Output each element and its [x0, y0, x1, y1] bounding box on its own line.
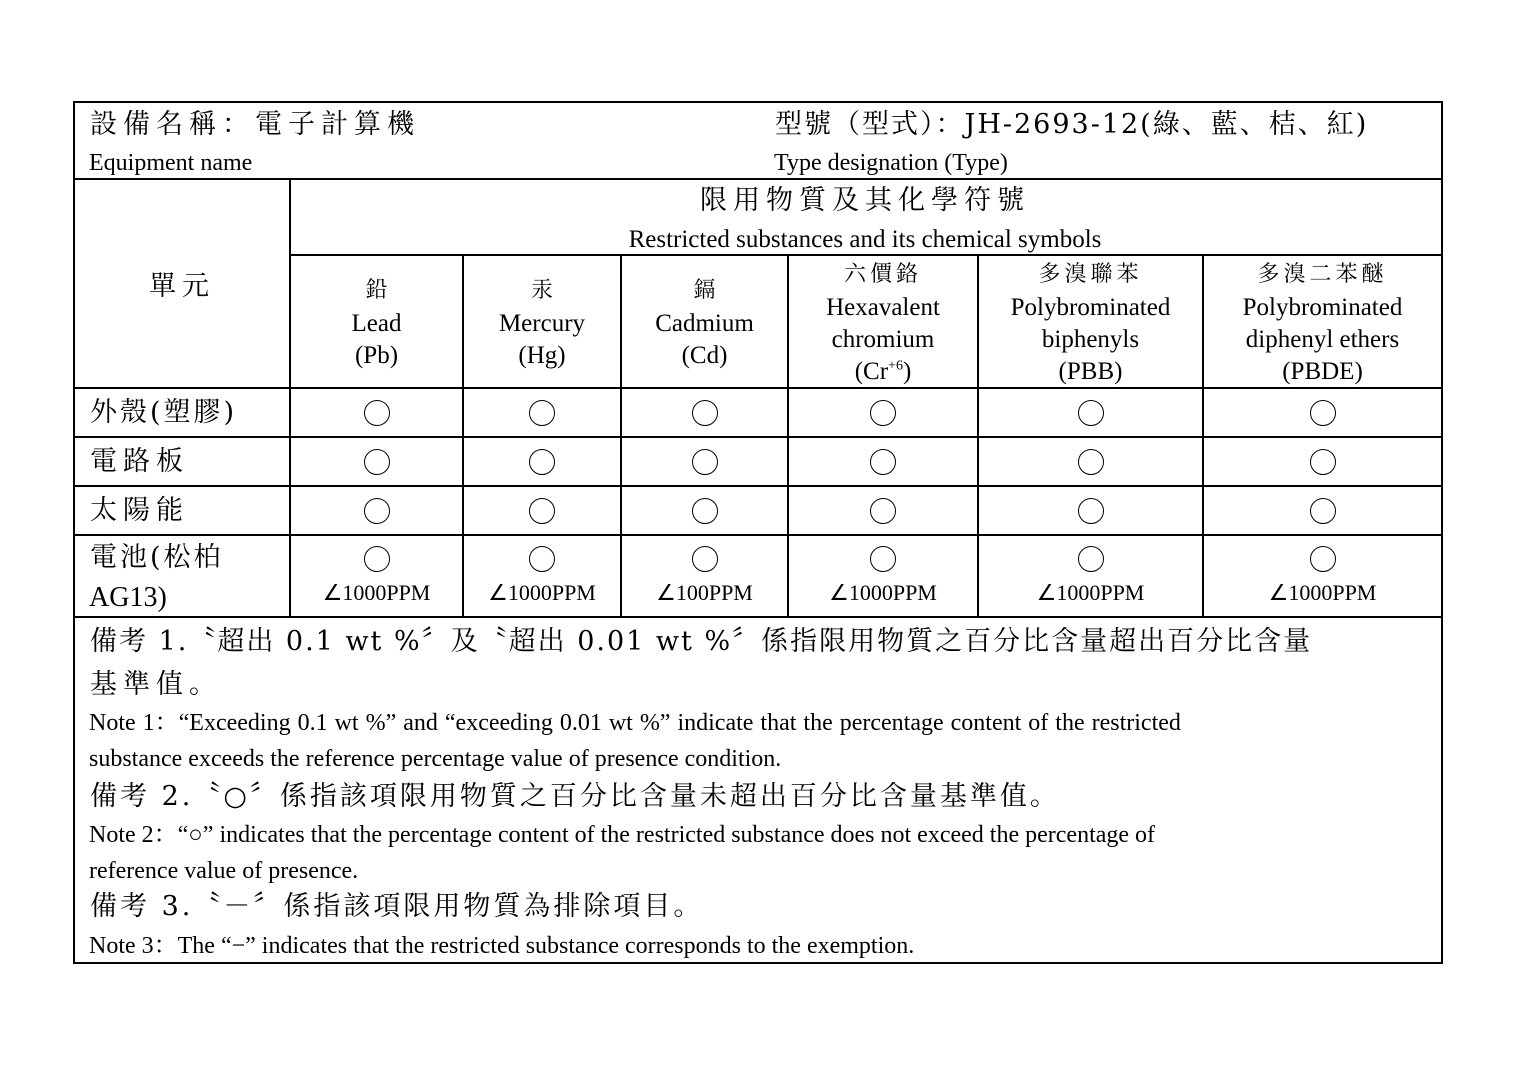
- substance-en: chromium: [831, 326, 935, 353]
- not-exceed-circle-icon: [1310, 449, 1336, 475]
- not-exceed-circle-icon: [870, 449, 896, 475]
- substance-zh: 鎘: [693, 278, 716, 303]
- substance-symbol: (PBDE): [1282, 358, 1363, 385]
- type-designation-en: Type designation (Type): [774, 150, 1008, 176]
- status-cell: [1204, 536, 1441, 616]
- not-exceed-circle-icon: [1310, 400, 1336, 426]
- substance-zh: 鉛: [365, 278, 388, 303]
- limit-value: ∠100PPM: [656, 580, 753, 605]
- status-cell: [291, 487, 462, 534]
- note-3-zh: 備考 3.〝－〞係指該項限用物質為排除項目。: [90, 891, 704, 922]
- substance-en: Mercury: [498, 310, 586, 337]
- not-exceed-circle-icon: [692, 498, 718, 524]
- not-exceed-circle-icon: [364, 546, 390, 572]
- symbol-base: (Cr: [854, 358, 889, 385]
- not-exceed-circle-icon: [870, 400, 896, 426]
- not-exceed-circle-icon: [692, 449, 718, 475]
- not-exceed-circle-icon: [692, 546, 718, 572]
- status-cell: [979, 389, 1202, 436]
- restricted-substances-en: Restricted substances and its chemical symbols: [628, 226, 1102, 253]
- note-1-zh: 備考 1.〝超出 0.1 wt %〞及〝超出 0.01 wt %〞係指限用物質之百分比含量超出百分比含量: [90, 626, 1313, 657]
- substance-header-pbde: [1204, 256, 1441, 387]
- substance-zh: 六價鉻: [843, 262, 922, 287]
- status-cell: [291, 536, 462, 616]
- substance-en: Lead: [351, 310, 402, 337]
- not-exceed-circle-icon: [529, 498, 555, 524]
- equipment-name-en: Equipment name: [89, 150, 253, 176]
- status-cell: [789, 438, 977, 485]
- not-exceed-circle-icon: [1078, 449, 1104, 475]
- limit-value: ∠1000PPM: [322, 580, 431, 605]
- substance-symbol: (Pb): [354, 342, 399, 369]
- note-3-en: Note 3：The “−” indicates that the restricted substance corresponds to the exemption.: [89, 933, 915, 959]
- unit-battery-model: AG13): [89, 582, 167, 613]
- unit-housing: 外殼(塑膠): [90, 397, 238, 428]
- not-exceed-circle-icon: [364, 400, 390, 426]
- divider: [75, 616, 1441, 618]
- equipment-name-zh: 設備名稱：電子計算機: [90, 109, 420, 140]
- substance-header-lead: [291, 256, 462, 387]
- substance-zh: 多溴聯苯: [1038, 262, 1143, 287]
- substance-en: Cadmium: [655, 310, 754, 337]
- status-cell: [464, 536, 620, 616]
- symbol-superscript: +6: [888, 358, 903, 374]
- limit-value: ∠1000PPM: [488, 580, 596, 605]
- status-cell: [622, 536, 787, 616]
- substance-header-mercury: [464, 256, 620, 387]
- unit-header: 單元: [149, 270, 215, 302]
- status-cell: [789, 536, 977, 616]
- substance-header-hexavalent-chromium: [789, 256, 977, 387]
- status-cell: [979, 438, 1202, 485]
- limit-value: ∠1000PPM: [1036, 580, 1145, 605]
- not-exceed-circle-icon: [364, 498, 390, 524]
- not-exceed-circle-icon: [1078, 498, 1104, 524]
- not-exceed-circle-icon: [870, 498, 896, 524]
- unit-battery: 電池(松柏: [90, 542, 224, 573]
- status-cell: [1204, 389, 1441, 436]
- not-exceed-circle-icon: [1078, 400, 1104, 426]
- substance-en: biphenyls: [1041, 326, 1140, 353]
- type-designation-zh: 型號（型式）：JH-2693-12(綠、藍、桔、紅): [775, 109, 1369, 140]
- restricted-substances-zh: 限用物質及其化學符號: [700, 185, 1030, 216]
- note-1-en: Note 1：“Exceeding 0.1 wt %” and “exceeding 0.01 wt %” indicate that the percentage content of the restricted: [89, 710, 1181, 736]
- not-exceed-circle-icon: [1310, 546, 1336, 572]
- status-cell: [979, 487, 1202, 534]
- substance-symbol: [855, 358, 912, 386]
- status-cell: [291, 438, 462, 485]
- substance-symbol: (Cd): [681, 342, 728, 369]
- substance-symbol: (PBB): [1058, 358, 1123, 385]
- status-cell: [464, 438, 620, 485]
- status-cell: [1204, 438, 1441, 485]
- limit-value: ∠1000PPM: [1268, 580, 1377, 605]
- unit-circuit-board: 電路板: [90, 446, 189, 477]
- rohs-declaration-table: [73, 101, 1443, 964]
- not-exceed-circle-icon: [529, 400, 555, 426]
- note-1-en-cont: substance exceeds the reference percentage value of presence condition.: [89, 746, 782, 772]
- substance-zh: 汞: [530, 278, 553, 303]
- note-2-zh: 備考 2.〝○〞係指該項限用物質之百分比含量未超出百分比含量基準值。: [90, 781, 1060, 812]
- substance-en: Polybrominated: [1010, 294, 1171, 321]
- unit-solar-panel: 太陽能: [90, 495, 189, 526]
- substance-zh: 多溴二苯醚: [1257, 262, 1388, 287]
- status-cell: [622, 438, 787, 485]
- not-exceed-circle-icon: [529, 546, 555, 572]
- substance-header-pbb: [979, 256, 1202, 387]
- note-2-en: Note 2：“○” indicates that the percentage content of the restricted substance does not exceed the percentage of: [89, 822, 1156, 848]
- status-cell: [464, 487, 620, 534]
- substance-header-cadmium: [622, 256, 787, 387]
- status-cell: [622, 389, 787, 436]
- limit-value: ∠1000PPM: [829, 580, 937, 605]
- not-exceed-circle-icon: [529, 449, 555, 475]
- not-exceed-circle-icon: [1078, 546, 1104, 572]
- not-exceed-circle-icon: [364, 449, 390, 475]
- status-cell: [464, 389, 620, 436]
- not-exceed-circle-icon: [692, 400, 718, 426]
- status-cell: [979, 536, 1202, 616]
- status-cell: [789, 389, 977, 436]
- not-exceed-circle-icon: [1310, 498, 1336, 524]
- substance-symbol: (Hg): [518, 342, 566, 369]
- status-cell: [291, 389, 462, 436]
- note-2-en-cont: reference value of presence.: [89, 858, 359, 884]
- note-1-zh-cont: 基準值。: [90, 669, 222, 700]
- symbol-end: ): [902, 358, 912, 385]
- status-cell: [622, 487, 787, 534]
- substance-en: diphenyl ethers: [1245, 326, 1400, 353]
- status-cell: [1204, 487, 1441, 534]
- substance-en: Hexavalent: [826, 294, 940, 321]
- not-exceed-circle-icon: [870, 546, 896, 572]
- substance-en: Polybrominated: [1242, 294, 1403, 321]
- status-cell: [789, 487, 977, 534]
